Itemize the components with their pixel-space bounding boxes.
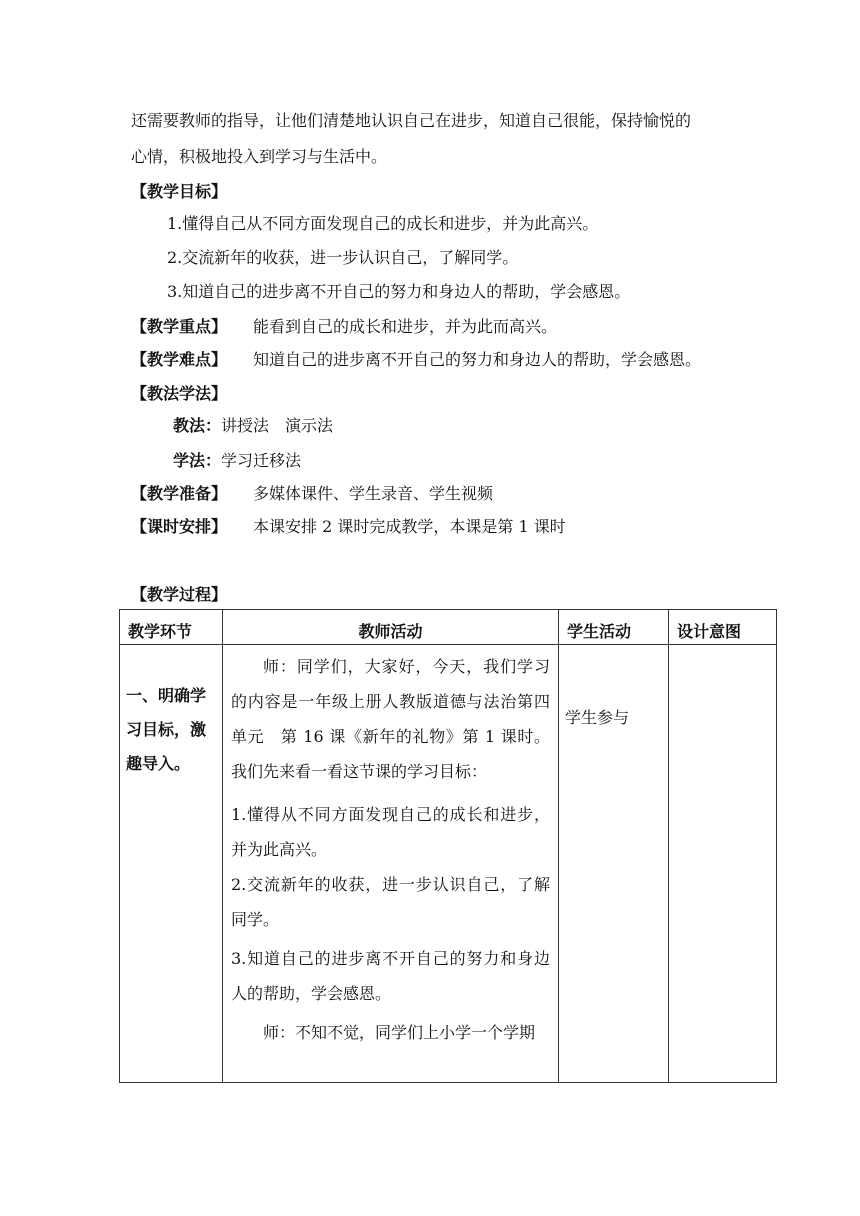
schedule-text: 本课安排 2 课时完成教学，本课是第 1 课时 bbox=[253, 517, 566, 536]
preparation-label: 【教学准备】 bbox=[131, 484, 228, 503]
key-point-label: 【教学重点】 bbox=[131, 317, 228, 336]
difficulty-text: 知道自己的进步离不开自己的努力和身边人的帮助，学会感恩。 bbox=[253, 350, 702, 369]
table-header-row bbox=[120, 610, 777, 645]
goal-item-2: 2.交流新年的收获，进一步认识自己，了解同学。 bbox=[167, 248, 519, 267]
header-intent: 设计意图 bbox=[669, 610, 777, 645]
student-activity-cell: 学生参与 bbox=[559, 645, 669, 1083]
teacher-paragraph-3: 2.交流新年的收获，进一步认识自己，了解同学。 bbox=[231, 875, 550, 929]
preparation-text: 多媒体课件、学生录音、学生视频 bbox=[253, 484, 494, 503]
learn-method-text: 学习迁移法 bbox=[221, 451, 302, 470]
header-stage: 教学环节 bbox=[120, 610, 223, 645]
teacher-paragraph-5: 师：不知不觉，同学们上小学一个学期 bbox=[263, 1023, 536, 1042]
stage-cell: 一、明确学习目标，激趣导入。 bbox=[120, 645, 223, 1083]
teach-method-label: 教法： bbox=[173, 416, 222, 435]
goal-item-1: 1.懂得自己从不同方面发现自己的成长和进步，并为此高兴。 bbox=[167, 214, 599, 233]
header-teacher: 教师活动 bbox=[223, 610, 559, 645]
intro-line-1: 还需要教师的指导，让他们清楚地认识自己在进步，知道自己很能，保持愉悦的 bbox=[131, 111, 692, 130]
teacher-paragraph-4: 3.知道自己的进步离不开自己的努力和身边人的帮助，学会感恩。 bbox=[231, 949, 550, 1003]
process-heading: 【教学过程】 bbox=[131, 585, 228, 604]
goals-heading: 【教学目标】 bbox=[131, 182, 228, 201]
goal-item-3: 3.知道自己的进步离不开自己的努力和身边人的帮助，学会感恩。 bbox=[167, 282, 631, 301]
teach-method bbox=[173, 416, 333, 436]
teach-method-text: 讲授法 演示法 bbox=[221, 416, 334, 435]
process-table bbox=[119, 609, 777, 1083]
key-point-text: 能看到自己的成长和进步，并为此而高兴。 bbox=[253, 317, 558, 336]
teacher-paragraph-2: 1.懂得从不同方面发现自己的成长和进步，并为此高兴。 bbox=[231, 805, 550, 859]
schedule-label: 【课时安排】 bbox=[131, 517, 228, 536]
methods-heading: 【教法学法】 bbox=[131, 384, 228, 403]
learn-method bbox=[173, 451, 301, 471]
header-student: 学生活动 bbox=[559, 610, 669, 645]
table-row bbox=[120, 645, 777, 1083]
teacher-activity-cell bbox=[223, 645, 559, 1083]
intro-line-2: 心情，积极地投入到学习与生活中。 bbox=[131, 147, 388, 166]
teacher-paragraph-1: 师：同学们，大家好，今天，我们学习的内容是一年级上册人教版道德与法治第四单元 第 16 课《新年的礼物》第 1 课时。我们先来看一看这节课的学习目标： bbox=[231, 657, 550, 781]
design-intent-cell bbox=[669, 645, 777, 1083]
learn-method-label: 学法： bbox=[173, 451, 222, 470]
difficulty-label: 【教学难点】 bbox=[131, 350, 228, 369]
